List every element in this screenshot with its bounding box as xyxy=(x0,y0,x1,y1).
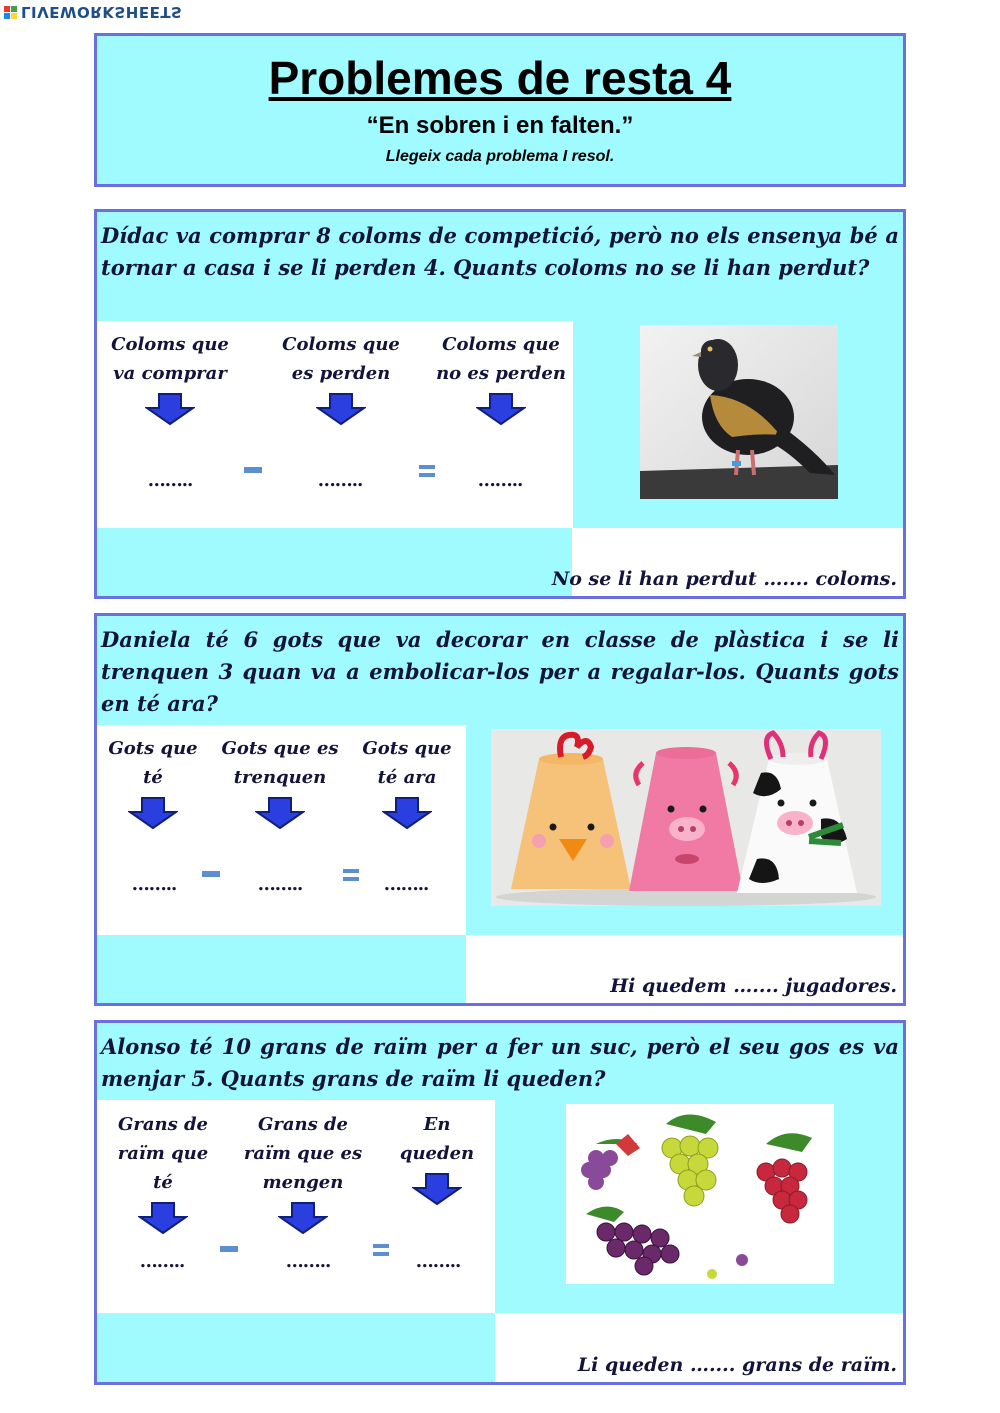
column-label-text: Gots que es trenquen xyxy=(221,738,339,788)
column-label xyxy=(233,1110,373,1235)
page-subtitle: “En sobren i en falten.” xyxy=(366,112,634,139)
page-title: Problemes de resta 4 xyxy=(268,52,732,104)
grapes-illustration xyxy=(566,1104,834,1284)
column-label xyxy=(271,330,411,426)
arrow-down-icon xyxy=(255,796,305,830)
answer-blank[interactable]: …….. xyxy=(415,1251,461,1272)
column-label-text: Gots que té ara xyxy=(362,738,452,788)
logo-squares-icon xyxy=(4,6,17,19)
column-label-text: Coloms que no es perden xyxy=(436,334,566,384)
column-label-text: Grans de raïm que té xyxy=(117,1114,209,1193)
decorated-cups-photo xyxy=(491,729,881,906)
answer-blank[interactable]: …….. xyxy=(383,874,429,895)
column-label-text: Gots que té xyxy=(108,738,198,788)
column-label-text: Coloms que va comprar xyxy=(111,334,229,384)
pigeon-photo xyxy=(640,325,838,499)
answer-sentence: Hi quedem ….... jugadores. xyxy=(610,975,897,997)
answer-blank[interactable]: …….. xyxy=(285,1251,331,1272)
problem-1 xyxy=(94,209,906,599)
answer-blank[interactable]: …….. xyxy=(257,874,303,895)
answer-blank[interactable]: …….. xyxy=(477,470,523,491)
logo-text: LIVEWORKSHEETS xyxy=(21,3,183,21)
minus-sign xyxy=(244,467,262,473)
answer-blank[interactable]: …….. xyxy=(147,470,193,491)
problem-statement: Dídac va comprar 8 coloms de competició, però no els ensenya bé a tornar a casa i se li perden 4. Quants coloms no se li han perdut? xyxy=(101,223,899,280)
arrow-down-icon xyxy=(476,392,526,426)
header-box xyxy=(94,33,906,187)
minus-sign xyxy=(220,1246,238,1252)
arrow-down-icon xyxy=(145,392,195,426)
equals-sign xyxy=(373,1244,389,1256)
problem-2 xyxy=(94,613,906,1006)
column-label xyxy=(105,734,201,830)
answer-blank[interactable]: …….. xyxy=(317,470,363,491)
answer-blank[interactable]: …….. xyxy=(131,874,177,895)
column-label-text: En queden xyxy=(399,1114,475,1164)
minus-sign xyxy=(202,871,220,877)
answer-sentence: Li queden ….... grans de raïm. xyxy=(577,1354,897,1376)
equals-sign xyxy=(419,465,435,477)
arrow-down-icon xyxy=(138,1201,188,1235)
arrow-down-icon xyxy=(412,1172,462,1206)
liveworksheets-logo xyxy=(4,2,182,22)
column-label-text: Coloms que es perden xyxy=(282,334,400,384)
arrow-down-icon xyxy=(382,796,432,830)
column-label xyxy=(217,734,343,830)
column-label xyxy=(389,1110,485,1206)
column-label xyxy=(105,1110,221,1235)
answer-sentence: No se li han perdut ….... coloms. xyxy=(551,568,897,590)
column-label xyxy=(101,330,239,426)
arrow-down-icon xyxy=(278,1201,328,1235)
answer-blank[interactable]: …….. xyxy=(139,1251,185,1272)
equals-sign xyxy=(343,869,359,881)
problem-statement: Alonso té 10 grans de raïm per a fer un suc, però el seu gos es va menjar 5. Quants grans de raïm li queden? xyxy=(101,1034,899,1091)
problem-3 xyxy=(94,1020,906,1385)
arrow-down-icon xyxy=(316,392,366,426)
column-label xyxy=(433,330,569,426)
column-label-text: Grans de raïm que es mengen xyxy=(243,1114,363,1193)
column-label xyxy=(359,734,455,830)
arrow-down-icon xyxy=(128,796,178,830)
page-instruction: Llegeix cada problema I resol. xyxy=(385,148,615,165)
problem-statement: Daniela té 6 gots que va decorar en classe de plàstica i se li trenquen 3 quan va a embolicar-los per a regalar-los. Quants gots en té ara? xyxy=(101,627,899,716)
